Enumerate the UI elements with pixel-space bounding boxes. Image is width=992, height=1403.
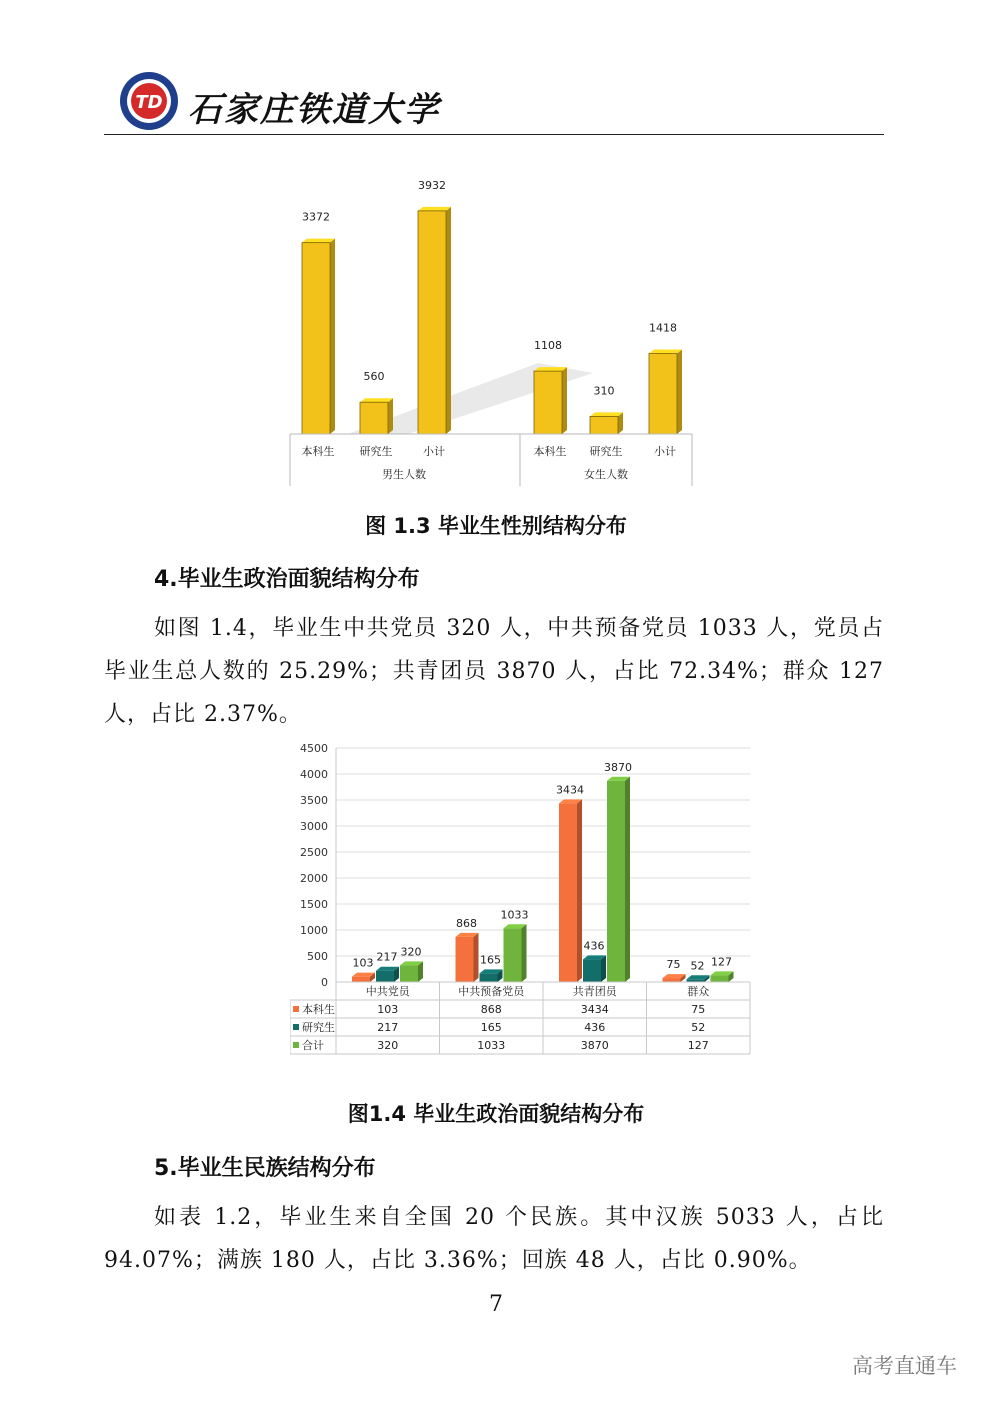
bar-value-label-3-0: 75: [666, 958, 681, 972]
section-4-heading: 4.毕业生政治面貌结构分布: [154, 567, 420, 592]
table-cell-0-0: 103: [377, 1003, 399, 1016]
category-label-2: 共青团员: [572, 985, 617, 998]
legend-label-0: 本科生: [302, 1003, 335, 1016]
bar-2-1-front: [583, 959, 601, 982]
bar-0-0-front: [302, 243, 330, 434]
section-5-paragraph: 如表 1.2，毕业生来自全国 20 个民族。其中汉族 5033 人，占比 94.07%；满族 180 人，占比 3.36%；回族 48 人，占比 0.90%。: [104, 1205, 884, 1273]
y-tick-label-5: 2500: [300, 846, 328, 859]
bar-value-label-2-2: 3870: [604, 760, 632, 774]
bar-1-0-top: [534, 367, 567, 371]
bar-0-1: [376, 967, 399, 982]
bar-2-0: [559, 799, 582, 982]
page-header: [104, 68, 884, 135]
page-number: 7: [489, 1292, 503, 1317]
table-cell-2-0: 320: [377, 1039, 399, 1052]
bar-0-1-front: [376, 971, 394, 982]
bar-value-label-2-1: 436: [583, 939, 605, 953]
bar-1-2-side: [677, 350, 682, 434]
bar-1-0-side: [562, 367, 567, 434]
table-cell-1-2: 436: [584, 1021, 606, 1034]
group-label-0: 男生人数: [382, 468, 426, 481]
gender-structure-chart: [288, 158, 694, 486]
table-cell-0-2: 3434: [580, 1003, 609, 1016]
bar-0-2-side: [446, 207, 451, 434]
bar-0-0-top: [302, 239, 335, 243]
figure-1-3-caption: 图 1.3 毕业生性别结构分布: [365, 514, 627, 538]
bar-2-1-side: [601, 955, 606, 982]
section-4-paragraph: 如图 1.4，毕业生中共党员 320 人，中共预备党员 1033 人，党员占毕业生总人数的 25.29%；共青团员 3870 人，占比 72.34%；群众 127 人，占比 2.37%。: [104, 616, 884, 727]
y-tick-label-8: 4000: [300, 768, 328, 781]
table-cell-1-1: 165: [480, 1021, 502, 1034]
bar-1-0-side: [474, 933, 479, 982]
bar-1-2-front: [649, 354, 677, 434]
bar-value-label-0-2: 320: [400, 945, 422, 959]
bar-2-2: [607, 777, 630, 982]
category-label-0-2: 小计: [423, 445, 445, 458]
y-tick-label-7: 3500: [300, 794, 328, 807]
legend-key-1: [293, 1024, 299, 1030]
figure-1-4-caption: 图1.4 毕业生政治面貌结构分布: [347, 1102, 645, 1126]
bar-1-0-front: [534, 371, 562, 434]
watermark: 高考直通车: [852, 1354, 957, 1378]
bar-0-0-side: [330, 239, 335, 434]
chart-background: [290, 738, 754, 1056]
table-cell-1-0: 217: [377, 1021, 399, 1034]
category-label-3: 群众: [687, 985, 710, 998]
bar-0-2-front: [418, 211, 446, 434]
bar-value-label-3-1: 52: [690, 959, 705, 973]
bar-2-0-front: [559, 803, 577, 982]
category-label-1-1: 研究生: [589, 445, 623, 458]
bar-value-label-0-2: 3932: [418, 178, 446, 192]
university-logo: [118, 70, 180, 132]
section-5-heading: 5.毕业生民族结构分布: [154, 1156, 376, 1181]
bar-0-2: [400, 961, 423, 982]
bar-value-label-0-1: 217: [376, 950, 398, 964]
bar-value-label-0-0: 3372: [302, 210, 330, 224]
bar-2-2-side: [625, 777, 630, 982]
table-cell-2-3: 127: [687, 1039, 709, 1052]
legend-key-0: [293, 1006, 299, 1012]
bar-0-1-front: [360, 402, 388, 434]
bar-1-2-side: [522, 924, 527, 982]
bar-1-1-front: [480, 973, 498, 982]
bar-1-0-front: [456, 937, 474, 982]
bar-1-1-front: [590, 416, 618, 434]
logo-initials: TD: [135, 92, 163, 113]
bar-value-label-1-2: 1418: [649, 321, 677, 335]
bar-0-2-front: [400, 965, 418, 982]
bar-0-1-top: [360, 398, 393, 402]
bar-1-2-front: [504, 928, 522, 982]
bar-value-label-0-0: 103: [352, 956, 374, 970]
bar-value-label-1-2: 1033: [500, 908, 529, 922]
y-tick-label-9: 4500: [300, 742, 328, 755]
bar-1-2-top: [649, 350, 682, 354]
university-name: 石家庄铁道大学: [188, 90, 440, 130]
group-label-1: 女生人数: [584, 468, 628, 481]
y-tick-label-4: 2000: [300, 872, 328, 885]
bar-value-label-1-0: 868: [456, 916, 477, 930]
y-tick-label-2: 1000: [300, 924, 328, 937]
y-tick-label-6: 3000: [300, 820, 328, 833]
category-label-1-2: 小计: [654, 445, 676, 458]
bar-0-0-front: [352, 977, 370, 982]
bar-0-0: [352, 973, 375, 982]
bar-value-label-3-2: 127: [711, 955, 732, 969]
table-cell-0-1: 868: [480, 1003, 502, 1016]
table-cell-0-3: 75: [691, 1003, 706, 1016]
y-tick-label-0: 0: [321, 976, 328, 989]
bar-1-1: [480, 969, 503, 982]
legend-label-1: 研究生: [302, 1021, 335, 1034]
table-cell-2-2: 3870: [580, 1039, 609, 1052]
bar-1-2: [504, 924, 527, 982]
bar-2-2-front: [607, 781, 625, 982]
bar-value-label-1-1: 165: [480, 953, 501, 967]
bar-0-1-side: [388, 398, 393, 434]
category-label-1: 中共预备党员: [458, 985, 525, 998]
bar-1-1-top: [590, 412, 623, 416]
category-label-0-0: 本科生: [301, 445, 335, 458]
y-tick-label-1: 500: [307, 950, 328, 963]
bar-value-label-1-1: 310: [593, 384, 615, 398]
bar-2-0-side: [577, 799, 582, 982]
bar-value-label-0-1: 560: [363, 370, 385, 384]
category-label-1-0: 本科生: [533, 445, 567, 458]
bar-3-2: [711, 971, 734, 982]
bar-value-label-1-0: 1108: [534, 339, 562, 353]
category-label-0: 中共党员: [365, 985, 410, 998]
legend-key-2: [293, 1042, 299, 1048]
legend-label-2: 合计: [302, 1039, 324, 1052]
bar-0-2-top: [418, 207, 451, 211]
chart-background: [288, 158, 694, 486]
bar-1-0: [456, 933, 479, 982]
bar-2-1: [583, 955, 606, 982]
y-tick-label-3: 1500: [300, 898, 328, 911]
category-label-0-1: 研究生: [359, 445, 393, 458]
bar-3-2-front: [711, 975, 729, 982]
table-cell-2-1: 1033: [477, 1039, 506, 1052]
bar-value-label-2-0: 3434: [556, 783, 584, 797]
bar-3-0-front: [663, 978, 681, 982]
political-status-chart: [290, 738, 754, 1056]
table-cell-1-3: 52: [691, 1021, 706, 1034]
